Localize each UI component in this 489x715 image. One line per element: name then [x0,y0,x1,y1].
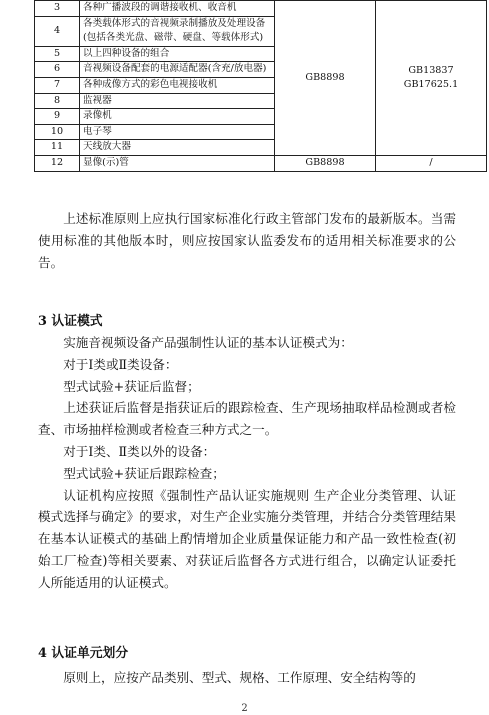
table-row [35,155,487,171]
product-name: 各种广播波段的调谐接收机、收音机 [80,1,275,17]
emc-standard [376,1,487,156]
page-number: 2 [241,703,248,714]
paragraph-mode-a: 型式试验+获证后监督； [63,378,200,394]
table-row [35,1,487,17]
row-number: 5 [35,46,80,62]
row-number: 4 [35,16,80,46]
safety-standard: GB8898 [275,155,376,171]
paragraph-unit-principle: 原则上，应按产品类别、型式、规格、工作原理、安全结构等的 [63,670,416,685]
product-name: 电子琴 [80,124,275,140]
body-text [38,208,456,273]
product-name: 以上四种设备的组合 [80,46,275,62]
paragraph-post-cert: 上述获证后监督是指获证后的跟踪检查、生产现场抽取样品检测或者检查、市场抽样检测或者检查三种方式之一。 [38,400,456,438]
row-number: 8 [35,93,80,109]
standards-table [34,0,487,172]
section-3-body [38,332,456,594]
paragraph-class-1-2: 对于Ⅰ类或Ⅱ类设备： [63,356,178,372]
product-name: 天线放大器 [80,140,275,156]
emc-standard-2: GB17625.1 [403,78,459,90]
paragraph-standard-version: 上述标准原则上应执行国家标准化行政主管部门发布的最新版本。当需使用标准的其他版本时，则应按国家认监委发布的适用相关标准要求的公告。 [38,211,456,270]
row-number: 3 [35,1,80,17]
product-name: 各类载体形式的音视频录制播放及处理设备(包括各类光盘、磁带、硬盘、等载体形式) [80,16,275,46]
product-name: 音视频设备配套的电源适配器(含充/放电器) [80,62,275,78]
heading-certification-mode: 3 认证模式 [38,314,103,329]
row-number: 10 [35,124,80,140]
paragraph-classification: 认证机构应按照《强制性产品认证实施规则 生产企业分类管理、认证模式选择与确定》的要求，对生产企业实施分类管理，并结合分类管理结果在基本认证模式的基础上酌情增加企业质量保证能力和产品一致性检查(初始工厂检查)等相关要素、对获证后监督各方式进行组合，以确定认证委托人所能适用的认证模式。 [38,487,456,590]
product-name: 录像机 [80,109,275,125]
section-4-body [38,667,456,689]
heading-unit-division: 4 认证单元划分 [38,646,129,661]
row-number: 6 [35,62,80,78]
row-number: 7 [35,77,80,93]
product-name: 各种成像方式的彩色电视接收机 [80,77,275,93]
section-3 [38,311,456,333]
paragraph-other-class: 对于Ⅰ类、Ⅱ类以外的设备： [63,443,216,459]
emc-standard: / [376,155,487,171]
emc-standard-1: GB13837 [408,64,454,76]
row-number: 11 [35,140,80,156]
section-4 [38,643,456,665]
paragraph-mode-b: 型式试验+获证后跟踪检查； [63,465,225,481]
product-name: 监视器 [80,93,275,109]
row-number: 9 [35,109,80,125]
paragraph-basic-mode: 实施音视频设备产品强制性认证的基本认证模式为： [63,335,353,350]
row-number: 12 [35,155,80,171]
safety-standard: GB8898 [275,1,376,156]
product-name: 显像(示)管 [80,155,275,171]
